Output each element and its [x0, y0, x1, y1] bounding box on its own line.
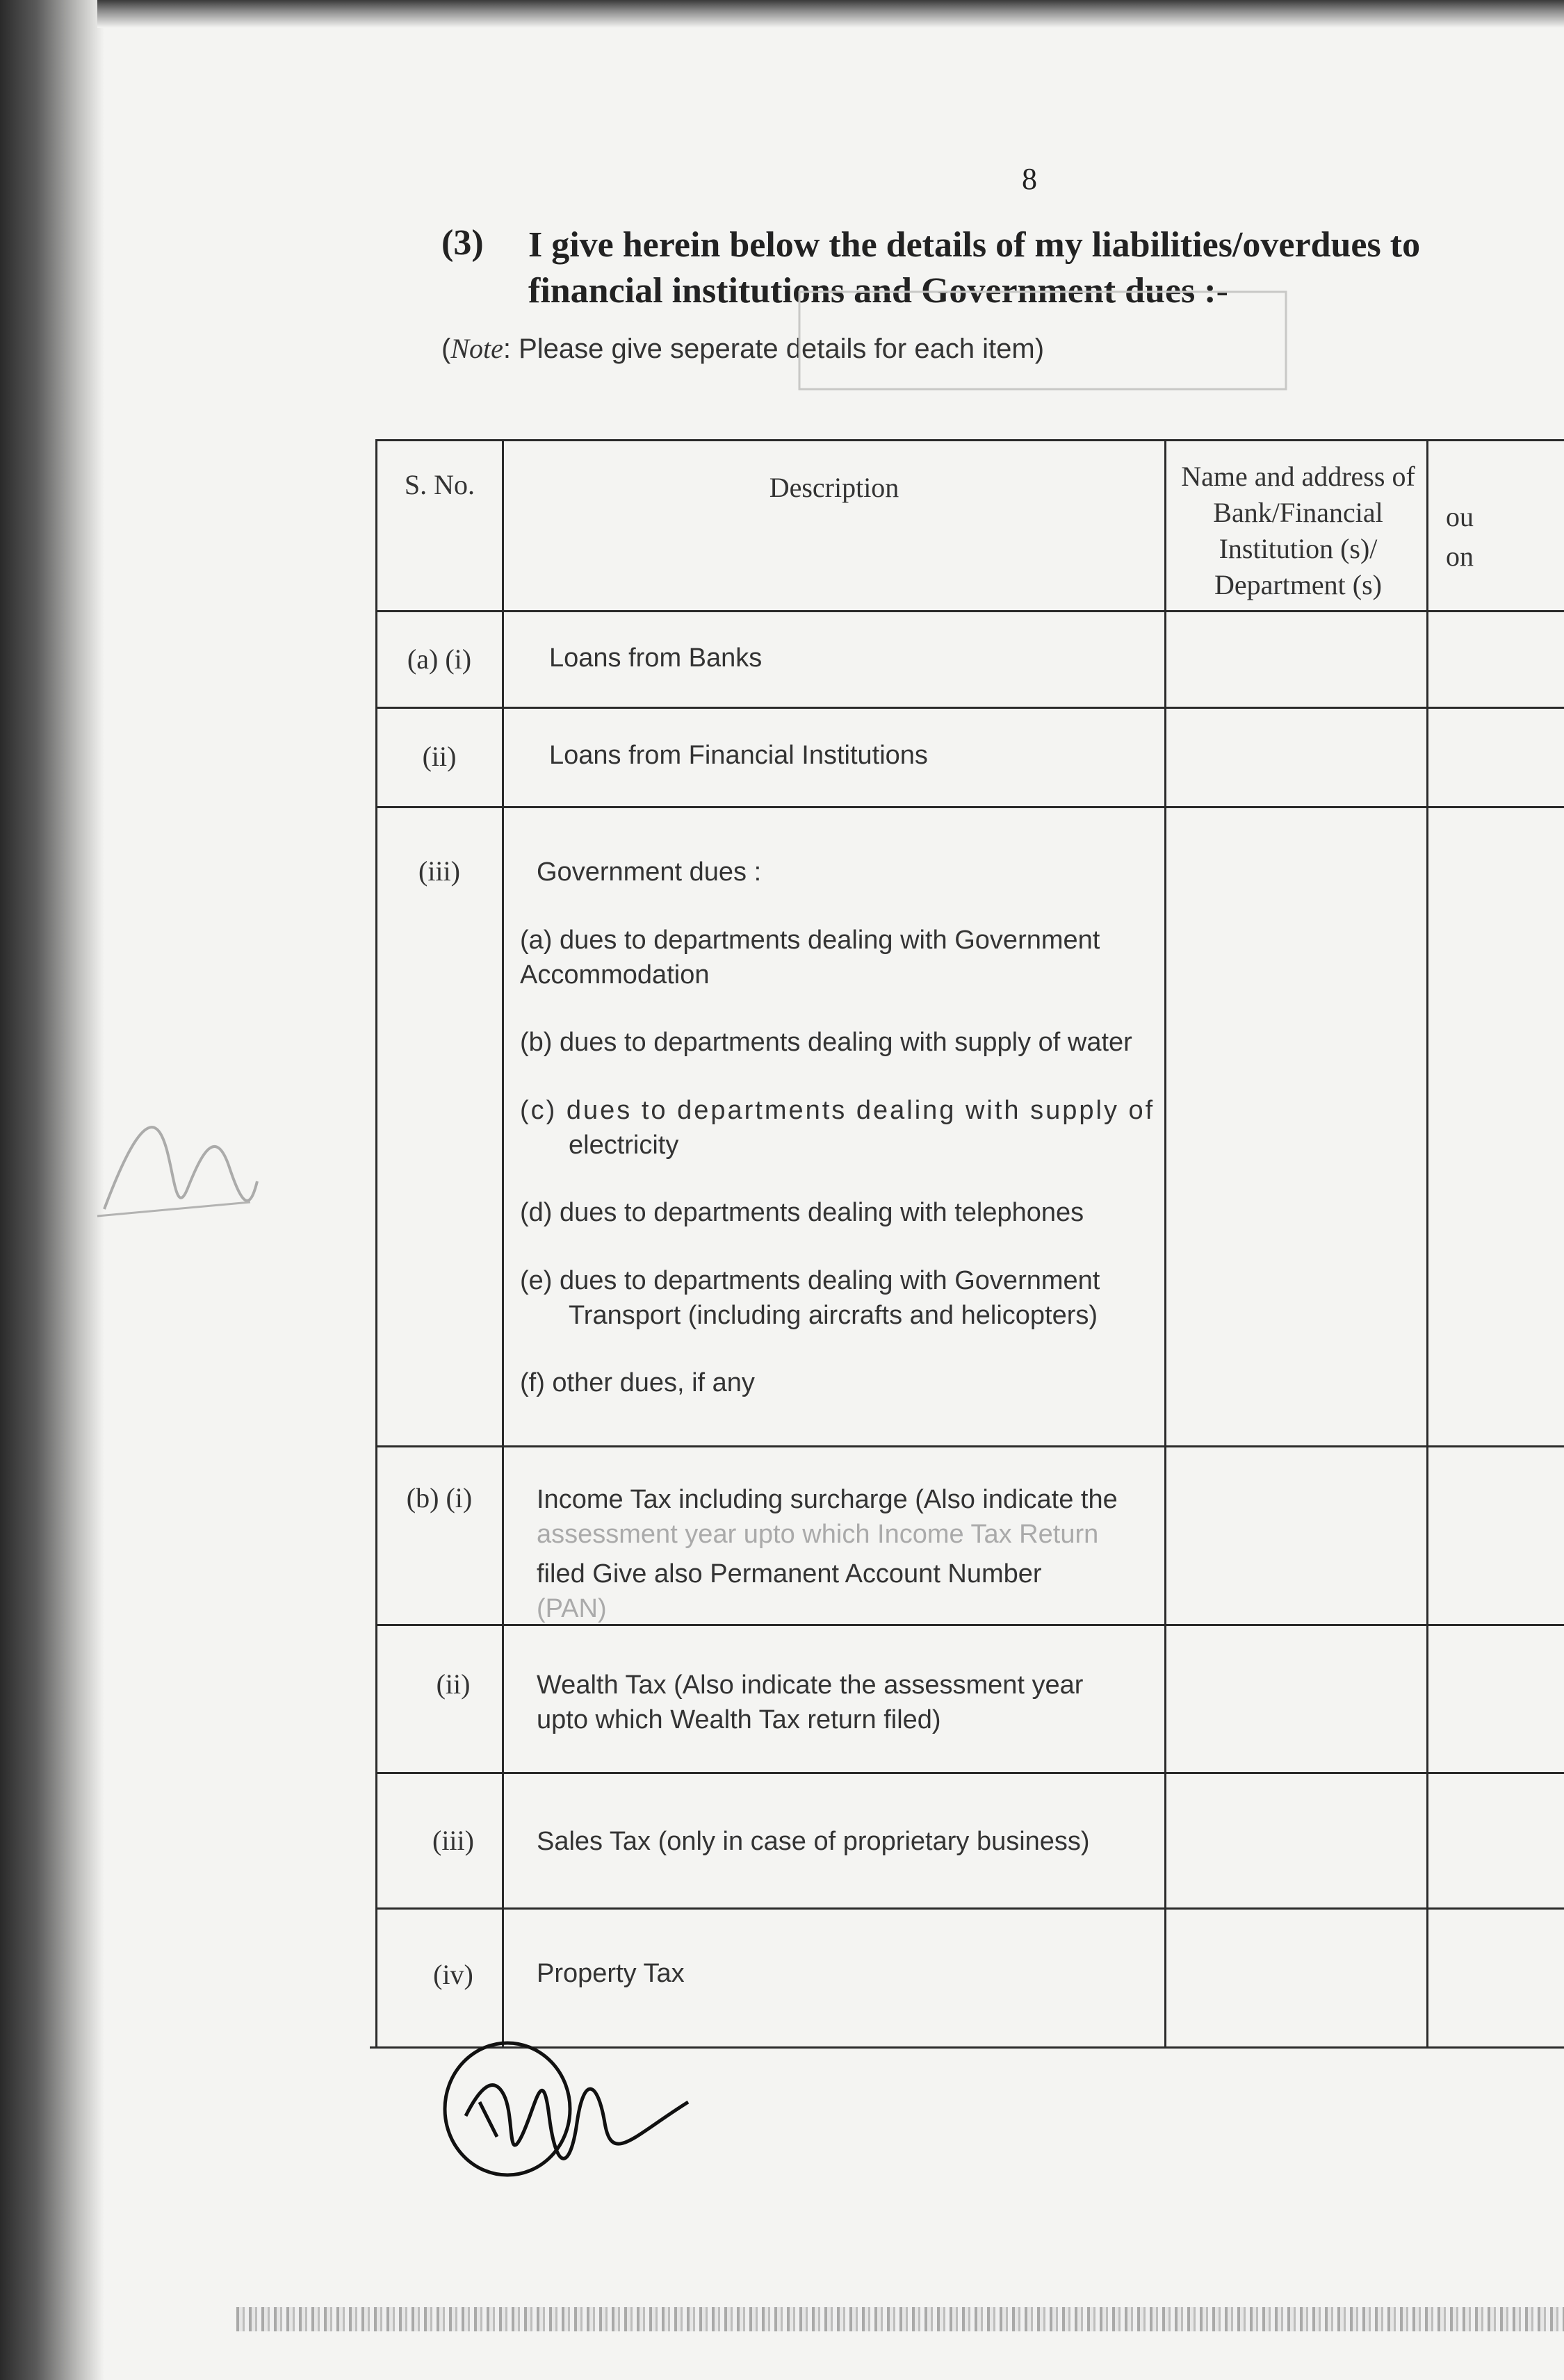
scan-artifact [236, 2307, 1564, 2331]
header-sno: S. No. [404, 469, 475, 500]
header-description: Description [769, 472, 899, 503]
row-description: Sales Tax (only in case of proprietary business) [537, 1827, 1090, 1856]
table-border [375, 439, 1564, 441]
row-sno: (iii) [418, 855, 460, 887]
row-description: (c) dues to departments dealing with supply of [520, 1096, 1155, 1125]
table-border [375, 1907, 1564, 1910]
table-border [375, 707, 1564, 709]
header-cut-2: on [1446, 541, 1474, 572]
row-description: Property Tax [537, 1959, 685, 1988]
note-text: : Please give seperate details for each item) [503, 334, 1045, 364]
row-description: Loans from Banks [549, 643, 763, 673]
table-border [375, 806, 1564, 808]
row-description: upto which Wealth Tax return filed) [537, 1705, 941, 1734]
header-cut-1: ou [1446, 501, 1474, 532]
row-sno: (ii) [422, 741, 457, 772]
stamp-mark [758, 264, 1328, 417]
row-description: (e) dues to departments dealing with Government [520, 1266, 1100, 1295]
table-border [375, 1772, 1564, 1774]
row-description: (PAN) [537, 1594, 607, 1623]
row-description: Wealth Tax (Also indicate the assessment year [537, 1671, 1084, 1700]
row-description: Transport (including aircrafts and helicopters) [569, 1301, 1098, 1330]
row-description: assessment year upto which Income Tax Return [537, 1520, 1099, 1549]
margin-signature [83, 1070, 264, 1251]
row-description: Income Tax including surcharge (Also indicate the [537, 1485, 1118, 1514]
row-description: Accommodation [520, 960, 710, 990]
note-label: Note [450, 333, 503, 364]
row-description: Loans from Financial Institutions [549, 741, 928, 770]
page-number: 8 [1022, 162, 1037, 196]
row-description: (b) dues to departments dealing with supply of water [520, 1028, 1132, 1057]
table-border [502, 439, 504, 2048]
table-border [375, 610, 1564, 612]
row-description: electricity [569, 1131, 679, 1160]
row-sno: (iv) [433, 1959, 473, 1990]
table-border [375, 439, 377, 2048]
note: (Note: Please give seperate details for each item) [441, 333, 1045, 364]
signature [438, 2033, 702, 2206]
row-sno: (iii) [432, 1825, 474, 1856]
row-description: (a) dues to departments dealing with Government [520, 926, 1100, 955]
row-sno: (b) (i) [406, 1482, 473, 1513]
row-description: filed Give also Permanent Account Number [537, 1559, 1042, 1589]
section-heading: I give herein below the details of my liabilities/overdues to financial institutions and Government dues :- [528, 225, 1421, 311]
row-description: Government dues : [537, 857, 762, 887]
row-sno: (a) (i) [407, 643, 472, 675]
section-number: (3) [441, 223, 484, 263]
row-description: (f) other dues, if any [520, 1368, 755, 1397]
row-sno: (ii) [436, 1668, 471, 1700]
header-bank: Name and address of Bank/Financial Institution (s)/ Department (s) [1181, 461, 1415, 600]
table-border [1164, 439, 1166, 2048]
table-border [375, 1445, 1564, 1447]
table-border [1426, 439, 1428, 2048]
row-description: (d) dues to departments dealing with telephones [520, 1198, 1084, 1227]
